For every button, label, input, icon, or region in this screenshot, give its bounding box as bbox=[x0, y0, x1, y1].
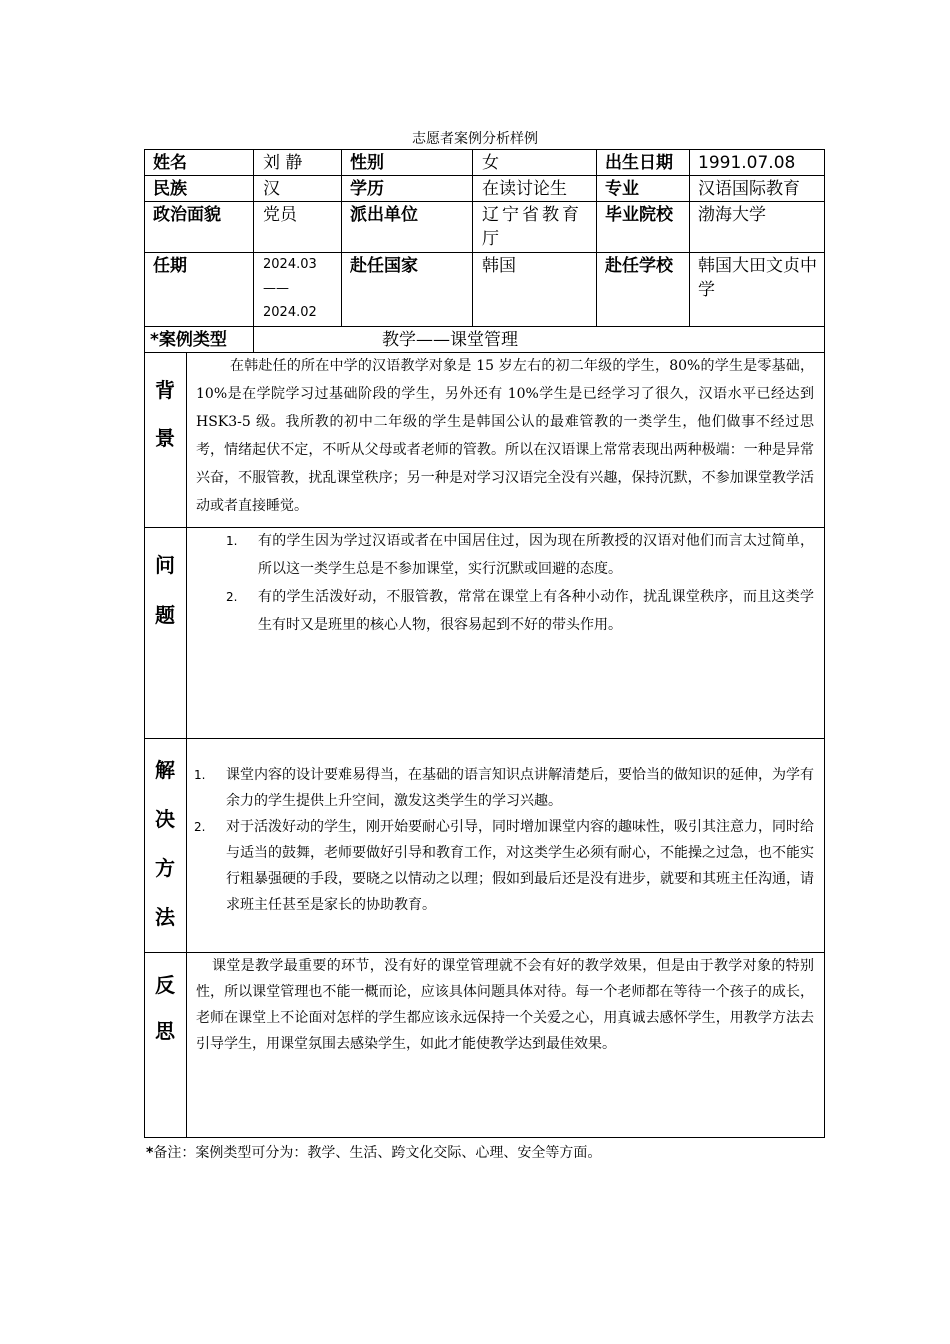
gender-label: 性别 bbox=[350, 153, 384, 173]
list-item: 2. 有的学生活泼好动，不服管教，常常在课堂上有各种小动作，扰乱课堂秩序，而且这类学生有时又是班里的核心人物，很容易起到不好的带头作用。 bbox=[226, 589, 814, 633]
sender-label: 派出单位 bbox=[350, 205, 418, 225]
major-label: 专业 bbox=[605, 179, 639, 199]
footnote: *备注：案例类型可分为：教学、生活、跨文化交际、心理、安全等方面。 bbox=[146, 1145, 602, 1161]
list-item: 1. 有的学生因为学过汉语或者在中国居住过，因为现在所教授的汉语对他们而言太过简单，所以这一类学生总是不参加课堂，实行沉默或回避的态度。 bbox=[226, 533, 814, 577]
grad-school-label: 毕业院校 bbox=[605, 205, 673, 225]
gender-value: 女 bbox=[482, 153, 499, 173]
ethnicity-value: 汉 bbox=[263, 179, 280, 199]
post-school-label: 赴任学校 bbox=[605, 256, 673, 276]
political-label: 政治面貌 bbox=[153, 205, 221, 225]
major-value: 汉语国际教育 bbox=[698, 179, 800, 199]
name-label: 姓名 bbox=[153, 153, 187, 173]
term-start: 2024.03 bbox=[263, 257, 317, 272]
problems-list bbox=[226, 527, 814, 639]
sender-value: 辽宁省教育厅 bbox=[482, 205, 582, 249]
country-value: 韩国 bbox=[482, 256, 516, 276]
birth-value: 1991.07.08 bbox=[698, 153, 796, 173]
political-value: 党员 bbox=[263, 205, 297, 225]
solutions-list bbox=[194, 762, 814, 918]
term-label: 任期 bbox=[153, 256, 187, 276]
list-item: 1. 课堂内容的设计要难易得当，在基础的语言知识点讲解清楚后，要恰当的做知识的延伸，为学有余力的学生提供上升空间，激发这类学生的学习兴趣。 bbox=[194, 767, 814, 809]
post-school-value: 韩国大田文贞中学 bbox=[698, 256, 817, 300]
education-value: 在读讨论生 bbox=[482, 179, 567, 199]
name-value: 刘 静 bbox=[263, 153, 303, 173]
background-section-label: 背 景 bbox=[155, 378, 175, 450]
document-title: 志愿者案例分析样例 bbox=[412, 131, 538, 147]
reflection-section-label: 反 思 bbox=[155, 973, 175, 1043]
birth-label: 出生日期 bbox=[605, 153, 673, 173]
case-type-label: *案例类型 bbox=[150, 330, 227, 350]
grad-school-value: 渤海大学 bbox=[698, 205, 766, 225]
problems-section-label: 问 题 bbox=[155, 553, 175, 627]
term-end: 2024.02 bbox=[263, 305, 317, 320]
background-text: 在韩赴任的所在中学的汉语教学对象是 15 岁左右的初二年级的学生，80%的学生是零基础，10%是在学院学习过基础阶段的学生，另外还有 10%学生是已经学习了很久，汉语水平已经达到 HSK3-5 级。我所教的初中二年级的学生是韩国公认的最难管教的一类学生，他们做事不经过思考，情绪起伏不定，不听从父母或者老师的管教。所以在汉语课上常常表现出两种极端：一种是异常兴奋，不服管教，扰乱课堂秩序；另一种是对学习汉语完全没有兴趣，保持沉默，不参加课堂教学活动或者直接睡觉。 bbox=[196, 358, 814, 514]
list-item: 2. 对于活泼好动的学生，刚开始要耐心引导，同时增加课堂内容的趣味性，吸引其注意力，同时给与适当的鼓舞，老师要做好引导和教育工作，对这类学生必须有耐心，不能操之过急，也不能实行粗暴强硬的手段，要晓之以情动之以理；假如到最后还是没有进步，就要和其班主任沟通，请求班主任甚至是家长的协助教育。 bbox=[194, 819, 814, 913]
reflection-text: 课堂是教学最重要的环节，没有好的课堂管理就不会有好的教学效果，但是由于教学对象的特别性，所以课堂管理也不能一概而论，应该具体问题具体对待。每一个老师都在等待一个孩子的成长，老师在课堂上不论面对怎样的学生都应该永远保持一个关爱之心，用真诚去感怀学生，用教学方法去引导学生，用课堂氛围去感染学生，如此才能使教学达到最佳效果。 bbox=[196, 958, 814, 1052]
country-label: 赴任国家 bbox=[350, 256, 418, 276]
ethnicity-label: 民族 bbox=[153, 179, 187, 199]
solutions-section-label: 解 决 方 法 bbox=[155, 758, 175, 929]
case-type-value: 教学——课堂管理 bbox=[382, 330, 518, 350]
education-label: 学历 bbox=[350, 179, 384, 199]
term-dash: —— bbox=[263, 281, 289, 296]
